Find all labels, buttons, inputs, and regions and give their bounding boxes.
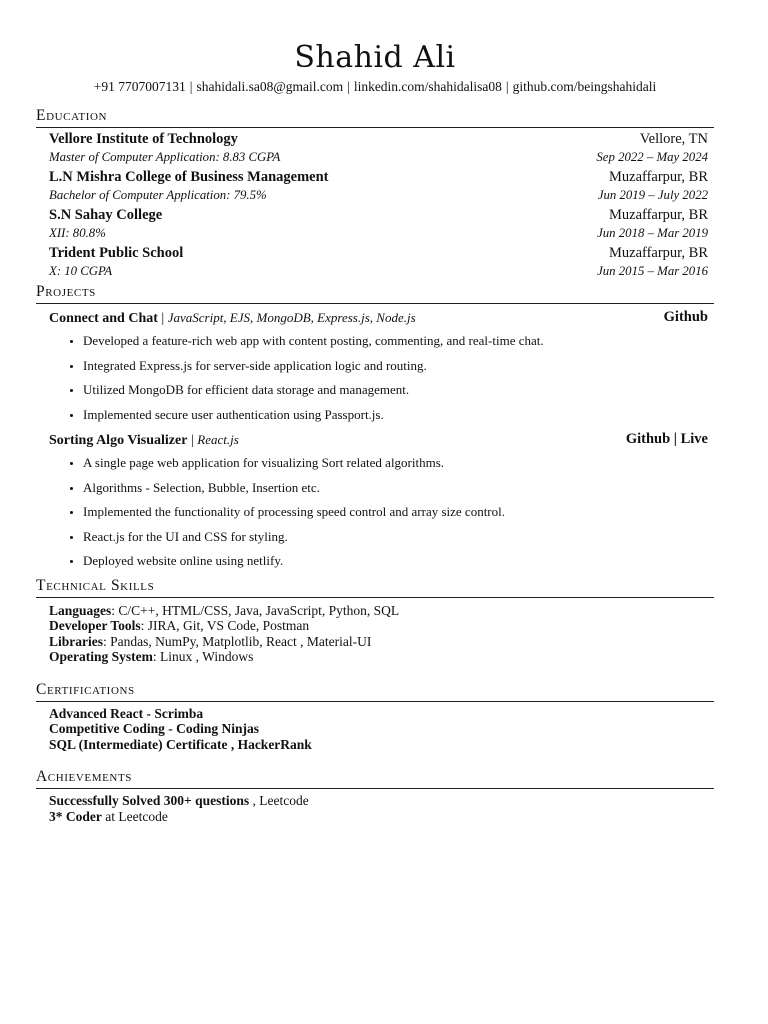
list-item: • Deployed website online using netlify. [83, 552, 708, 569]
list-item: • Implemented secure user authentication using Passport.js. [83, 406, 708, 423]
achievement-title: Successfully Solved 300+ questions [49, 793, 250, 808]
degree: X: 10 CGPA [49, 264, 113, 278]
project-title: Sorting Algo Visualizer [49, 433, 188, 448]
skill-line [49, 634, 708, 650]
projects-section [36, 283, 714, 569]
achievement-item [49, 809, 708, 825]
skills-section [36, 577, 714, 665]
project-entry: Connect and Chat | JavaScript, EJS, MongoDB, Express.js, Node.js Github • Developed a feature-rich web app with content posting, commenting, and real-time chat. • Integrated Express.js for server-side application logic and routing. • Utilized MongoDB for efficient data storage and management. • Implemented secure user authentication using Passport.js. [49, 308, 708, 423]
certification-item: SQL (Intermediate) Certificate , HackerRank [49, 736, 312, 752]
github-link[interactable]: Github [625, 431, 671, 447]
list-item: • Algorithms - Selection, Bubble, Insertion etc. [83, 479, 708, 496]
degree: XII: 80.8% [49, 226, 106, 240]
education-entry [49, 130, 708, 165]
achievements-section [36, 768, 714, 824]
skill-label: Languages [49, 602, 112, 618]
resume-page [36, 0, 714, 824]
achievement-item [49, 793, 708, 809]
school-name: Trident Public School [49, 245, 184, 261]
achievement-detail: , Leetcode [249, 793, 309, 808]
education-entry [49, 244, 708, 279]
education-entry [49, 206, 708, 241]
dates: Jun 2019 – July 2022 [597, 188, 708, 202]
school-location: Muzaffarpur, BR [608, 169, 708, 185]
school-location: Muzaffarpur, BR [608, 245, 708, 261]
dates: Sep 2022 – May 2024 [596, 150, 708, 164]
live-link[interactable]: Live [680, 431, 708, 447]
github-link[interactable]: Github [663, 309, 708, 325]
certification-item: Competitive Coding - Coding Ninjas [49, 721, 260, 736]
dates: Jun 2015 – Mar 2016 [597, 264, 708, 278]
school-location: Muzaffarpur, BR [608, 207, 708, 223]
contact-line [36, 78, 714, 96]
school-name: S.N Sahay College [49, 207, 163, 223]
project-tech: JavaScript, EJS, MongoDB, Express.js, Node.js [167, 310, 416, 325]
project-title: Connect and Chat [49, 311, 158, 326]
list-item: • Integrated Express.js for server-side application logic and routing. [83, 357, 708, 374]
github-link[interactable]: github.com/beingshahidali [512, 79, 657, 94]
separator: | [347, 79, 350, 94]
list-item: • React.js for the UI and CSS for styling. [83, 528, 708, 545]
list-item: • Implemented the functionality of processing speed control and array size control. [83, 503, 708, 520]
project-tech: React.js [197, 432, 239, 447]
skill-value: : Pandas, NumPy, Matplotlib, React , Material-UI [103, 633, 372, 649]
section-heading: Projects [36, 283, 714, 304]
school-name: L.N Mishra College of Business Management [49, 169, 329, 185]
skill-label: Libraries [49, 633, 103, 649]
skill-label: Operating System [49, 649, 153, 664]
section-heading: Education [36, 107, 714, 128]
separator: | [189, 79, 193, 94]
achievement-detail: at Leetcode [101, 808, 168, 824]
skill-line [49, 618, 708, 634]
candidate-name: Shahid Ali [294, 40, 456, 75]
section-heading: Technical Skills [36, 577, 714, 598]
skill-value: : C/C++, HTML/CSS, Java, JavaScript, Python, SQL [111, 602, 400, 618]
linkedin-link[interactable]: linkedin.com/shahidalisa08 [353, 79, 502, 94]
education-entry [49, 168, 708, 203]
skill-value: : JIRA, Git, VS Code, Postman [140, 618, 310, 633]
degree: Bachelor of Computer Application: 79.5% [49, 188, 267, 202]
list-item: • A single page web application for visualizing Sort related algorithms. [83, 454, 708, 471]
skill-label: Developer Tools [49, 618, 141, 633]
project-entry: Sorting Algo Visualizer | React.js Github | Live • A single page web application for visualizing Sort related algorithms. • Algorithms - Selection, Bubble, Insertion etc. • Implemented the functionality of processing speed control and array size control. • React.js for the UI and CSS for styling. • Deployed website online using netlify. [49, 430, 708, 569]
list-item: • Developed a feature-rich web app with content posting, commenting, and real-time chat. [83, 332, 708, 349]
section-heading: Certifications [36, 681, 714, 702]
certifications-section [36, 681, 714, 753]
achievement-title: 3* Coder [49, 808, 102, 824]
skill-line [49, 649, 708, 665]
school-name: Vellore Institute of Technology [49, 131, 238, 147]
skill-line [49, 603, 708, 619]
education-section [36, 107, 714, 279]
list-item: • Utilized MongoDB for efficient data storage and management. [83, 381, 708, 398]
dates: Jun 2018 – Mar 2019 [597, 226, 708, 240]
skill-value: : Linux , Windows [152, 649, 254, 664]
section-heading: Achievements [36, 768, 714, 789]
certification-item: Advanced React - Scrimba [49, 705, 204, 721]
degree: Master of Computer Application: 8.83 CGPA [49, 150, 281, 164]
phone-number: +91 7707007131 [93, 79, 186, 94]
separator: | [505, 79, 509, 94]
email-link[interactable]: shahidali.sa08@gmail.com [196, 79, 344, 94]
school-location: Vellore, TN [639, 131, 708, 147]
